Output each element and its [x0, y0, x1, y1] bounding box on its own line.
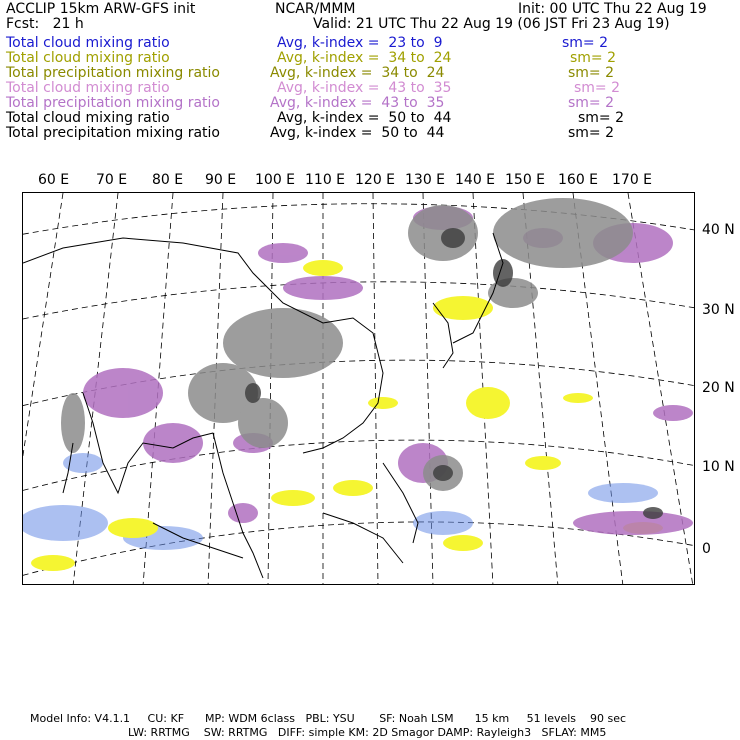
lat-label: 10 N: [702, 459, 735, 475]
legend-sm: sm= 2: [574, 80, 621, 96]
map-panel: [22, 192, 695, 585]
lon-label: 70 E: [96, 172, 128, 188]
legend-avg: Avg, k-index = 43 to 35: [270, 95, 445, 111]
legend-avg: Avg, k-index = 23 to 9: [277, 35, 443, 51]
legend-avg: Avg, k-index = 34 to 24: [277, 50, 452, 66]
lat-label: 40 N: [702, 222, 735, 238]
legend-avg: Avg, k-index = 34 to 24: [270, 65, 445, 81]
legend-field: Total cloud mixing ratio: [6, 80, 170, 96]
legend-sm: sm= 2: [578, 110, 625, 126]
legend-sm: sm= 2: [568, 125, 615, 141]
lat-label: 30 N: [702, 302, 735, 318]
legend-sm: sm= 2: [568, 65, 615, 81]
lon-label: 130 E: [405, 172, 446, 188]
lon-label: 160 E: [558, 172, 599, 188]
forecast-hour: Fcst: 21 h: [6, 16, 84, 32]
legend-field: Total cloud mixing ratio: [6, 50, 170, 66]
legend-sm: sm= 2: [562, 35, 609, 51]
model-title: ACCLIP 15km ARW-GFS init: [6, 1, 196, 17]
lon-label: 60 E: [38, 172, 70, 188]
lon-label: 110 E: [305, 172, 346, 188]
lon-label: 150 E: [505, 172, 546, 188]
lon-label: 170 E: [612, 172, 653, 188]
init-time: Init: 00 UTC Thu 22 Aug 19: [518, 1, 707, 17]
legend-avg: Avg, k-index = 50 to 44: [270, 125, 445, 141]
map-canvas: [23, 193, 695, 585]
model-info-line1: Model Info: V4.1.1 CU: KF MP: WDM 6class PBL: YSU SF: Noah LSM 15 km 51 levels 90 sec: [30, 712, 627, 725]
legend-avg: Avg, k-index = 50 to 44: [277, 110, 452, 126]
legend-field: Total precipitation mixing ratio: [6, 65, 220, 81]
org-label: NCAR/MMM: [275, 1, 356, 17]
legend-sm: sm= 2: [568, 95, 615, 111]
lat-label: 20 N: [702, 380, 735, 396]
lon-label: 90 E: [205, 172, 237, 188]
lon-label: 120 E: [355, 172, 396, 188]
legend-avg: Avg, k-index = 43 to 35: [277, 80, 452, 96]
legend-field: Total cloud mixing ratio: [6, 35, 170, 51]
legend-field: Total precipitation mixing ratio: [6, 95, 220, 111]
lon-label: 140 E: [455, 172, 496, 188]
lat-label: 0: [702, 541, 711, 557]
legend-sm: sm= 2: [570, 50, 617, 66]
model-info-line2: LW: RRTMG SW: RRTMG DIFF: simple KM: 2D Smagor DAMP: Rayleigh3 SFLAY: MM5: [128, 726, 607, 739]
legend-field: Total precipitation mixing ratio: [6, 125, 220, 141]
legend-field: Total cloud mixing ratio: [6, 110, 170, 126]
valid-time: Valid: 21 UTC Thu 22 Aug 19 (06 JST Fri 23 Aug 19): [313, 16, 670, 32]
lon-label: 100 E: [255, 172, 296, 188]
lon-label: 80 E: [152, 172, 184, 188]
